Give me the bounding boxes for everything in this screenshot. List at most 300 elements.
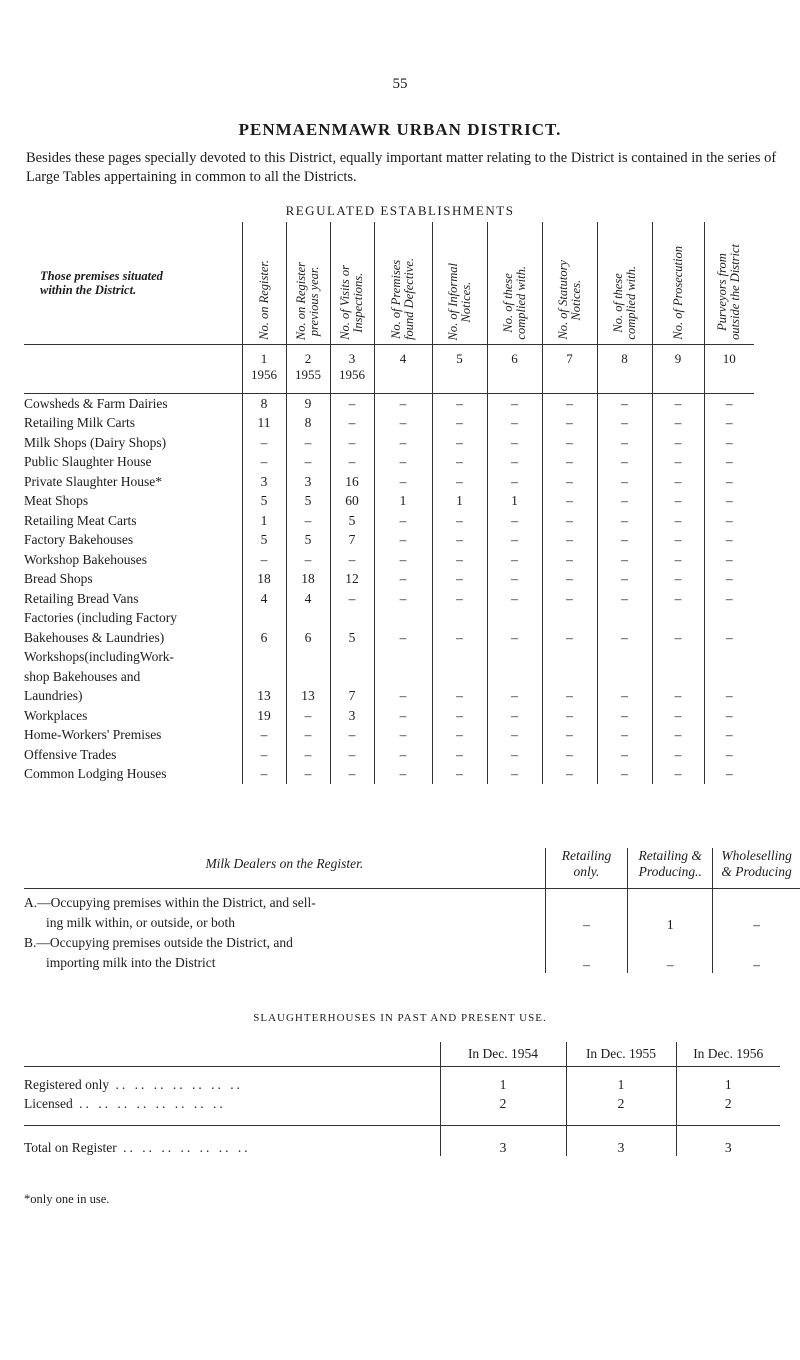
col-number: 10 (704, 345, 754, 368)
sl-total-label: Total on Register (24, 1140, 117, 1155)
sl-value: 2 (440, 1093, 566, 1115)
table-cell: – (597, 589, 652, 609)
table-cell: – (432, 394, 487, 414)
table-cell: – (242, 765, 286, 785)
table-cell: – (374, 550, 432, 570)
col-year: 1956 (242, 367, 286, 385)
sl-total-row: Total on Register .. .. .. .. .. .. .. 3 3 3 (24, 1126, 780, 1157)
table-cell: – (652, 550, 704, 570)
table-cell: – (286, 726, 330, 746)
col-header: No. of these complied with. (487, 222, 542, 345)
table-cell: – (432, 706, 487, 726)
table-cell: – (487, 433, 542, 453)
col-header: Purveyors from outside the District (704, 222, 754, 345)
premises-header: Those premises situated within the District. (40, 269, 163, 297)
table-cell: – (542, 453, 597, 473)
table-row (24, 570, 754, 590)
table-cell: – (704, 492, 754, 512)
table-cell (704, 667, 754, 687)
table-cell (374, 648, 432, 668)
table-cell: – (542, 706, 597, 726)
table-cell: – (286, 706, 330, 726)
table-cell (374, 667, 432, 687)
table-cell: 5 (286, 531, 330, 551)
col-header: No. of Visits or Inspections. (330, 222, 374, 345)
table-cell: – (242, 433, 286, 453)
table-cell: – (542, 492, 597, 512)
table-cell: – (374, 472, 432, 492)
table-cell: – (652, 414, 704, 434)
table-cell (704, 648, 754, 668)
sl-value: 1 (440, 1067, 566, 1094)
row-label: shop Bakehouses and (24, 668, 141, 684)
col-number: 4 (374, 345, 432, 368)
col-number: 8 (597, 345, 652, 368)
table-cell: – (374, 589, 432, 609)
table-cell: – (432, 550, 487, 570)
table-cell (432, 609, 487, 629)
table-cell: – (704, 472, 754, 492)
table-row (24, 706, 754, 726)
col-header: No. of Premises found Defective. (374, 222, 432, 345)
table-cell: – (286, 765, 330, 785)
table-row (24, 453, 754, 473)
milk-row-label: importing milk into the District (46, 955, 216, 970)
table-cell: 7 (330, 531, 374, 551)
row-label: Workshop Bakehouses (24, 551, 148, 567)
table-cell: – (432, 570, 487, 590)
table-cell: – (330, 453, 374, 473)
table-cell: – (487, 687, 542, 707)
table-cell: – (704, 511, 754, 531)
table-cell (652, 667, 704, 687)
table-cell: – (704, 726, 754, 746)
table-cell: 60 (330, 492, 374, 512)
table-cell (432, 667, 487, 687)
table-cell: 5 (242, 531, 286, 551)
table-cell (597, 667, 652, 687)
table-cell: – (330, 745, 374, 765)
table-cell: – (597, 726, 652, 746)
table-cell (242, 609, 286, 629)
table-cell: 5 (330, 628, 374, 648)
table-cell: – (374, 570, 432, 590)
table-cell: 1 (432, 492, 487, 512)
table-cell (286, 648, 330, 668)
table-cell: – (652, 726, 704, 746)
table-cell: – (432, 726, 487, 746)
table-cell: – (652, 511, 704, 531)
table-cell: – (487, 726, 542, 746)
table-cell (704, 609, 754, 629)
row-label: Bakehouses & Laundries) (24, 629, 165, 645)
page-number: 55 (392, 76, 408, 92)
table-cell: – (704, 706, 754, 726)
table-cell: – (487, 628, 542, 648)
table-cell: – (432, 765, 487, 785)
table-cell: – (330, 726, 374, 746)
table-row (24, 687, 754, 707)
table-cell: – (704, 745, 754, 765)
table-cell (652, 648, 704, 668)
table-cell: – (597, 628, 652, 648)
table-cell: – (704, 414, 754, 434)
col-header: No. on Register. (242, 222, 286, 345)
table-cell: – (242, 550, 286, 570)
table-cell: – (652, 745, 704, 765)
table-row (24, 628, 754, 648)
table-cell: – (597, 706, 652, 726)
table-cell: – (432, 414, 487, 434)
row-label: Retailing Milk Carts (24, 415, 135, 431)
table-cell: 12 (330, 570, 374, 590)
table-row (24, 414, 754, 434)
row-label: Workshops(includingWork- (24, 649, 175, 665)
table-cell: – (487, 453, 542, 473)
sl-col-header: In Dec. 1956 (676, 1042, 780, 1067)
table-cell: 3 (330, 706, 374, 726)
milk-value: 1 (628, 889, 713, 934)
table-cell: – (487, 765, 542, 785)
table-cell: – (286, 433, 330, 453)
table-cell: – (330, 394, 374, 414)
table-cell: – (487, 414, 542, 434)
table-cell: 7 (330, 687, 374, 707)
table-cell: – (652, 453, 704, 473)
table-cell: – (242, 726, 286, 746)
table-cell: – (597, 745, 652, 765)
table-cell: – (704, 433, 754, 453)
table-cell (652, 609, 704, 629)
table-cell: – (704, 570, 754, 590)
table-cell (487, 667, 542, 687)
table-cell: – (597, 687, 652, 707)
table-cell (374, 609, 432, 629)
table-cell: – (542, 765, 597, 785)
row-label: Private Slaughter House* (24, 473, 162, 489)
milk-row-label: ing milk within, or outside, or both (46, 915, 235, 930)
milk-value: – (713, 933, 800, 973)
table-cell: – (652, 706, 704, 726)
table-cell: – (374, 414, 432, 434)
table-cell: 13 (242, 687, 286, 707)
table-cell: – (704, 687, 754, 707)
col-number: 2 (286, 345, 330, 368)
table-cell: – (330, 589, 374, 609)
milk-value: – (545, 889, 628, 934)
table-cell: – (652, 394, 704, 414)
table-cell: – (542, 687, 597, 707)
table-cell: – (487, 706, 542, 726)
table-cell: – (286, 511, 330, 531)
table-cell: – (374, 394, 432, 414)
table-row (24, 472, 754, 492)
table-cell: – (542, 511, 597, 531)
slaughterhouses-heading: SLAUGHTERHOUSES IN PAST AND PRESENT USE. (253, 1012, 547, 1024)
table-cell: – (242, 745, 286, 765)
table-row (24, 589, 754, 609)
table-cell: – (542, 531, 597, 551)
table-cell (542, 667, 597, 687)
table-cell: – (374, 765, 432, 785)
col-header: No. of Statutory Notices. (542, 222, 597, 345)
sl-row-label: Registered only (24, 1077, 110, 1092)
table-cell (542, 648, 597, 668)
milk-dealers-header: Milk Dealers on the Register. (205, 856, 364, 871)
table-cell (330, 648, 374, 668)
table-cell: 6 (286, 628, 330, 648)
table-cell: – (432, 628, 487, 648)
table-cell: – (286, 550, 330, 570)
table-cell: – (374, 628, 432, 648)
sl-value: 1 (566, 1067, 676, 1094)
table-cell (542, 609, 597, 629)
row-label: Cowsheds & Farm Dairies (24, 395, 168, 411)
table-cell: – (374, 745, 432, 765)
table-cell: – (330, 414, 374, 434)
sl-value: 2 (676, 1093, 780, 1115)
table-cell (330, 609, 374, 629)
table-cell: – (597, 492, 652, 512)
table-cell (242, 667, 286, 687)
table-cell: – (652, 687, 704, 707)
col-number: 3 (330, 345, 374, 368)
col-header: No. of these complied with. (597, 222, 652, 345)
table-cell: 18 (242, 570, 286, 590)
sl-value: 2 (566, 1093, 676, 1115)
table-cell: – (597, 531, 652, 551)
table-cell: – (432, 453, 487, 473)
table-cell: – (652, 765, 704, 785)
slaughterhouses-table (24, 1042, 780, 1156)
sl-col-header: In Dec. 1955 (566, 1042, 676, 1067)
table-cell: – (374, 511, 432, 531)
col-number: 5 (432, 345, 487, 368)
table-cell: – (597, 394, 652, 414)
footnote: *only one in use. (24, 1192, 110, 1206)
table-cell: – (542, 472, 597, 492)
table-row (24, 550, 754, 570)
table-cell: 1 (487, 492, 542, 512)
col-number: 6 (487, 345, 542, 368)
sl-total-value: 3 (676, 1126, 780, 1157)
table-cell: 1 (374, 492, 432, 512)
table-cell (487, 648, 542, 668)
table-row (24, 745, 754, 765)
milk-row-label: B.—Occupying premises outside the District, and (24, 935, 293, 950)
table-cell: – (704, 589, 754, 609)
table-cell: 1 (242, 511, 286, 531)
milk-value: – (545, 933, 628, 973)
table-cell: – (432, 531, 487, 551)
table-cell: – (652, 433, 704, 453)
milk-row-label: A.—Occupying premises within the District, and sell- (24, 895, 316, 910)
table-cell: – (487, 570, 542, 590)
table-cell: – (432, 433, 487, 453)
table-cell: – (487, 511, 542, 531)
milk-col-header: Retailing & Producing.. (628, 848, 713, 880)
milk-row (24, 933, 800, 973)
row-label: Meat Shops (24, 493, 89, 509)
col-year: 1956 (330, 367, 374, 385)
sl-total-value: 3 (440, 1126, 566, 1157)
table-cell: – (542, 570, 597, 590)
row-label: Retailing Meat Carts (24, 512, 137, 528)
col-year: 1955 (286, 367, 330, 385)
table-cell: 5 (286, 492, 330, 512)
row-label: Home-Workers' Premises (24, 727, 162, 743)
table-cell: – (597, 765, 652, 785)
table-cell: 3 (286, 472, 330, 492)
table-cell: 18 (286, 570, 330, 590)
table-cell: 9 (286, 394, 330, 414)
row-label: Offensive Trades (24, 746, 117, 762)
milk-row (24, 889, 800, 934)
table-cell: 8 (242, 394, 286, 414)
milk-col-header: Retailing only. (545, 848, 628, 880)
sl-col-header: In Dec. 1954 (440, 1042, 566, 1067)
table-cell: – (704, 531, 754, 551)
table-cell: – (542, 628, 597, 648)
table-row (24, 667, 754, 687)
table-cell: 11 (242, 414, 286, 434)
intro-paragraph: Besides these pages specially devoted to this District, equally important matter relating to the District is contained in the series of Large Tables appertaining in common to all the Districts. (26, 150, 777, 185)
table-cell: – (242, 453, 286, 473)
table-cell (286, 609, 330, 629)
table-cell: 13 (286, 687, 330, 707)
col-number: 9 (652, 345, 704, 368)
table-cell: – (597, 550, 652, 570)
col-number: 1 (242, 345, 286, 368)
table-cell: – (374, 531, 432, 551)
milk-value: – (713, 889, 800, 934)
table-cell: – (652, 531, 704, 551)
table-cell: – (542, 414, 597, 434)
table-cell: – (374, 687, 432, 707)
row-label: Laundries) (24, 688, 83, 704)
table-cell (597, 648, 652, 668)
regulated-heading: REGULATED ESTABLISHMENTS (285, 203, 515, 218)
table-cell: 6 (242, 628, 286, 648)
table-cell: 5 (242, 492, 286, 512)
table-cell (330, 667, 374, 687)
table-cell: – (542, 550, 597, 570)
table-cell: – (542, 726, 597, 746)
table-cell: – (542, 745, 597, 765)
table-cell: – (374, 453, 432, 473)
table-row (24, 726, 754, 746)
table-cell: – (652, 628, 704, 648)
table-row (24, 648, 754, 668)
col-number: 7 (542, 345, 597, 368)
table-cell: – (432, 511, 487, 531)
row-label: Public Slaughter House (24, 454, 152, 470)
table-cell: – (432, 589, 487, 609)
table-cell: – (597, 511, 652, 531)
table-cell: – (542, 433, 597, 453)
table-cell: 5 (330, 511, 374, 531)
page-title: PENMAENMAWR URBAN DISTRICT. (238, 120, 562, 139)
row-label: Common Lodging Houses (24, 766, 167, 782)
table-row (24, 531, 754, 551)
table-row (24, 492, 754, 512)
table-cell: – (597, 570, 652, 590)
table-cell: – (487, 745, 542, 765)
table-cell: – (330, 433, 374, 453)
table-cell: – (374, 706, 432, 726)
row-label: Retailing Bread Vans (24, 590, 139, 606)
table-cell (286, 667, 330, 687)
table-cell: – (597, 433, 652, 453)
table-cell: – (704, 550, 754, 570)
table-cell: – (374, 433, 432, 453)
table-cell: – (330, 550, 374, 570)
table-cell (242, 648, 286, 668)
table-cell: – (652, 492, 704, 512)
table-cell: – (597, 472, 652, 492)
milk-col-header: Wholeselling & Producing (713, 848, 800, 880)
table-cell: 3 (242, 472, 286, 492)
table-cell: – (487, 472, 542, 492)
table-cell: 16 (330, 472, 374, 492)
table-cell: – (704, 453, 754, 473)
sl-total-value: 3 (566, 1126, 676, 1157)
table-cell: – (286, 745, 330, 765)
table-cell: – (330, 765, 374, 785)
table-cell: – (487, 394, 542, 414)
table-cell: – (652, 472, 704, 492)
table-cell (487, 609, 542, 629)
table-cell: – (374, 726, 432, 746)
table-cell: – (432, 472, 487, 492)
sl-value: 1 (676, 1067, 780, 1094)
table-cell: – (487, 531, 542, 551)
row-label: Milk Shops (Dairy Shops) (24, 434, 167, 450)
table-cell: 19 (242, 706, 286, 726)
table-cell: 4 (286, 589, 330, 609)
table-cell: – (487, 550, 542, 570)
table-cell (432, 648, 487, 668)
sl-row: Licensed .. .. .. .. .. .. .. .. 2 2 2 (24, 1093, 780, 1115)
table-cell (597, 609, 652, 629)
table-cell: – (704, 394, 754, 414)
table-cell: – (432, 745, 487, 765)
table-row (24, 609, 754, 629)
row-label: Workplaces (24, 707, 88, 723)
row-label: Factories (including Factory (24, 610, 177, 626)
row-label: Factory Bakehouses (24, 532, 134, 548)
table-cell: – (286, 453, 330, 473)
row-label: Bread Shops (24, 571, 93, 587)
col-header: No. of Informal Notices. (432, 222, 487, 345)
regulated-establishments-table (24, 222, 754, 784)
table-cell: – (487, 589, 542, 609)
table-cell: – (704, 628, 754, 648)
sl-row-label: Licensed (24, 1096, 73, 1111)
table-cell: 4 (242, 589, 286, 609)
table-cell: – (704, 765, 754, 785)
table-cell: – (652, 570, 704, 590)
table-cell: 8 (286, 414, 330, 434)
table-cell: – (652, 589, 704, 609)
sl-row: Registered only .. .. .. .. .. .. .. 1 1 1 (24, 1067, 780, 1094)
col-header: No. of Prosecution (652, 222, 704, 345)
table-cell: – (597, 414, 652, 434)
table-cell: – (542, 589, 597, 609)
table-cell: – (597, 453, 652, 473)
table-row (24, 511, 754, 531)
table-cell: – (542, 394, 597, 414)
